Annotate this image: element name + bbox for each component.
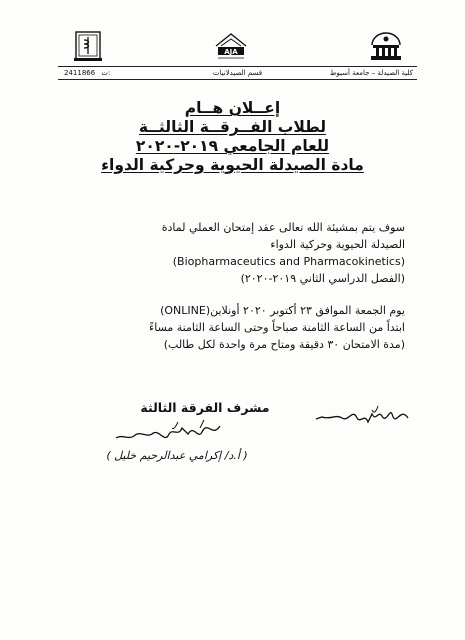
body-line-3: (Biopharmaceutics and Pharmacokinetics): [172, 255, 405, 268]
signature-left: [108, 416, 228, 450]
phone-number: [64, 67, 110, 79]
body-line-4: (الفصل الدراسي الثاني ٢٠١٩-٢٠٢٠): [240, 272, 405, 285]
title-line-3: للعام الجامعي ٢٠١٩-٢٠٢٠: [135, 137, 330, 155]
university-logo: [366, 30, 406, 62]
title-line-2: لطلاب الفــرقــة الثالثــة: [138, 118, 327, 136]
supervisor-title: مشرف الفرقة الثالثة: [140, 400, 270, 415]
college-name: كلية الصيدلة – جامعة أسيوط: [329, 69, 413, 77]
header-bar: [58, 66, 417, 80]
title-line-4: مادة الصيدلة الحيوية وحركية الدواء: [101, 156, 364, 174]
pharmacy-logo: [70, 30, 106, 62]
aja-logo: [212, 30, 250, 62]
exam-schedule: [60, 302, 405, 353]
department-name: قسم الصيدلانيات: [212, 69, 263, 77]
body-line-5: يوم الجمعة الموافق ٢٣ أكتوبر ٢٠٢٠ أونلاين(ONLINE): [160, 304, 405, 317]
exam-details: [60, 219, 405, 287]
aja-logo-text: AJA: [224, 48, 238, 56]
professor-name: ( أ.د/ إكرامي عبدالرحيم خليل ): [106, 449, 248, 462]
phone-value: 2411866: [64, 69, 96, 77]
body-line-7: (مدة الامتحان ٣٠ دقيقة ومتاح مرة واحدة لكل طالب): [163, 338, 405, 351]
body-line-1: سوف يتم بمشيئة الله تعالى عقد إمتحان العملي لمادة: [161, 221, 405, 234]
phone-label: ت:: [101, 69, 111, 77]
body-line-6: ابتداً من الساعة الثامنة صباحاً وحتى الساعة الثامنة مساءً: [149, 321, 405, 334]
body-line-2: الصيدلة الحيوية وحركية الدواء: [270, 238, 405, 251]
announcement-title: [40, 99, 425, 175]
title-line-1: إعــلان هــام: [184, 99, 281, 117]
signature-right: [312, 400, 412, 434]
